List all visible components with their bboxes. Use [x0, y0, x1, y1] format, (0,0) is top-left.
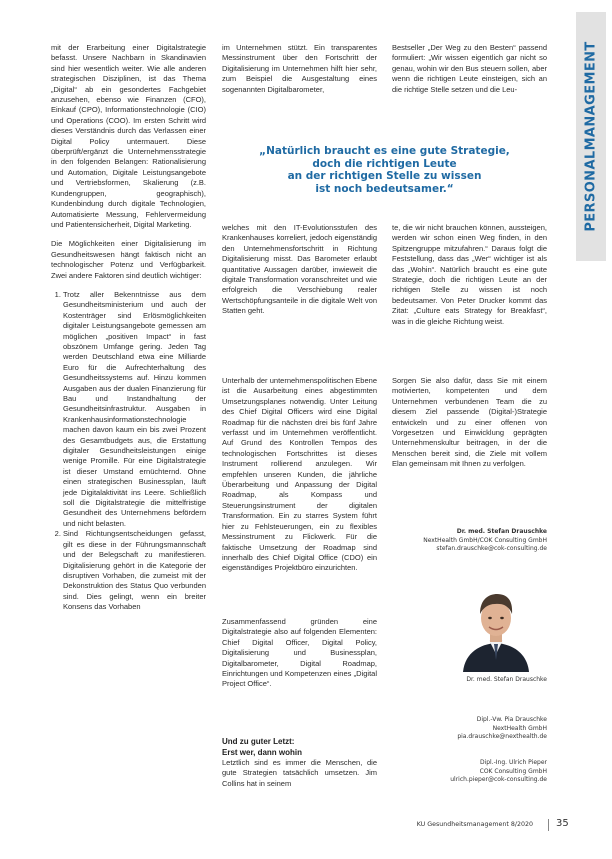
- photo-caption: Dr. med. Stefan Drauschke: [466, 676, 547, 683]
- article-column-3-lower: [392, 376, 547, 479]
- article-column-1: [51, 43, 206, 613]
- author-company: COK Consulting GmbH: [479, 767, 547, 775]
- article-column-3-middle: [392, 223, 547, 336]
- author-block-1: [392, 528, 547, 554]
- author-email[interactable]: pia.drauschke@nexthealth.de: [457, 733, 547, 740]
- pull-quote: [222, 145, 547, 195]
- article-column-2-top: [222, 43, 377, 104]
- section-label: [576, 12, 606, 261]
- author-name: Dipl.-Vw. Pia Drauschke: [476, 716, 547, 723]
- author-block-2: [392, 716, 547, 742]
- author-name: Dr. med. Stefan Drauschke: [456, 528, 547, 535]
- paragraph: te, die wir nicht brauchen können, aussteigen, werden wir schon einen Weg finden, in den Spitzengruppe mitzufahren.“ Daraus folgt die Feststellung, dass das „Wer“ wichtiger ist als das „Wohin“. Natürlich braucht es eine gute Strategie, doch die richtigen Leute an der richtigen Stelle zu wissen ist noch bedeutsamer. Von Peter Drucker kommt das Zitat: „Culture eats Strategy for Breakfast“, was in die gleiche Richtung weist.: [392, 223, 547, 326]
- author-name: Dipl.-Ing. Ulrich Pieper: [479, 759, 547, 766]
- paragraph: Unterhalb der unternehmenspolitischen Ebene ist die Ausarbeitung eines abgestimmten Umsetzungsplanes notwendig. Unter Leitung des Chief Digital Officers wird eine Digital Roadmap für die nächsten drei bis fünf Jahre verfasst und im Unternehmen veröffentlicht. Auf Grund des Kontrollen Tempos des technologischen Fortschrittes ist dieses Instrument rollierend anzulegen. Wir empfehlen unseren Kunden, die jährliche Überarbeitung und Anpassung der Digital Roadmap, als Kompass und Steuerungsinstrument der digitalen Transformation. Ein zu starres System führt hier zu Fehlsteuerungen, ein zu flexibles Messinstrument zu Flickwerk. Für die faktische Umsetzung der Roadmap sind innerhalb des Chief Digital Office (CDO) ein eigenständiges Projektbüro einzurichten.: [222, 376, 377, 573]
- list-item: 2. Sind Richtungsentscheidungen gefasst, gilt es diese in der Führungsmannschaft und der Belegschaft zu manifestieren. Digitalisierung gehört in die Kategorie der disruptiven Vorhaben, die zumeist mit der Dekonstruktion des Status Quo verbunden sind. Dies gelingt, wenn ein breiter Konsens das Vorhaben: [63, 529, 206, 612]
- footer-journal-title: KU Gesundheitsmanagement 8/2020: [416, 821, 533, 828]
- paragraph: Zusammenfassend gründen eine Digitalstrategie also auf folgenden Elementen: Chief Digital Officer, Digital Policy, Digitalisierung und Businessplan, Digitalbarometer, Digital Roadmap, Einrichtungen und Kompetenzen eines „Digital Project Office“.: [222, 617, 377, 689]
- article-column-2-middle: [222, 223, 377, 326]
- subheading-line-2: Erst wer, dann wohin: [222, 747, 303, 757]
- author-email[interactable]: ulrich.pieper@cok-consulting.de: [450, 776, 547, 783]
- pull-quote-line: „Natürlich braucht es eine gute Strategie,: [259, 145, 510, 157]
- list-item: 1. Trotz aller Bekenntnisse aus dem Gesundheitsministerium und auch der Kostenträger sind Erlösmöglichkeiten digitaler Leistungsangebote gemessen am möglichen „positiven Impact“ in fast obszönem Umfange gering. Jeden Tag werden Deutschland etwa eine Milliarde Euro für die Aufrechterhaltung des Gesundheitssystems auf. Hinzu kommen Ausgaben aus der dualen Finanzierung für Bau und Instandhaltung der Gesundheitsinfrastruktur. Ausgaben in Krankenhausinformationstechnologie machen davon kaum ein bis zwei Prozent des Gesamtbudgets aus, die Erstattung digitaler Gesundheitsleistungen einige wenige Promille. Für eine Digitalstrategie ist dieser Umstand ernüchternd. Ohne einen strategischen Businessplan, läuft jede Digitalaktivität ins Leere. Schließlich soll die Digitalstrategie die mittelfristige Gesundheit des Unternehmens befördern und nicht belasten.: [63, 290, 206, 529]
- article-column-2-bottom: [222, 737, 377, 798]
- author-email[interactable]: stefan.drauschke@cok-consulting.de: [436, 545, 547, 552]
- author-block-3: [392, 759, 547, 785]
- portrait-image: [445, 580, 547, 672]
- paragraph: im Unternehmen stützt. Ein transparentes Messinstrument über den Fortschritt der Digitalisierung im Unternehmen hilft hier sehr, zum Beispiel die Ausgestaltung eines sogenannten Digitalbarometer,: [222, 43, 377, 94]
- article-column-2-summary: [222, 617, 377, 699]
- paragraph: Bestseller „Der Weg zu den Besten“ passend formuliert: „Wir wissen eigentlich gar nicht so genau, wohin wir den Bus steuern sollen, aber wenn die richtigen Leute einsteigen, sich an die richtige Stelle setzen und die Leu-: [392, 43, 547, 94]
- subheading-line-1: Und zu guter Letzt:: [222, 737, 295, 746]
- paragraph: welches mit den IT-Evolutionsstufen des Krankenhauses korreliert, jedoch eigenständig den Unternehmensfortschritt in Richtung Digitalisierung misst. Das Barometer erlaubt quantitative Aussagen darüber, inwieweit die digitale Transformation voranschreitet und wie erfolgreich die Verschiebung realer Wertschöpfungsanteile in die digitale Welt von Statten geht.: [222, 223, 377, 316]
- section-label-text: PERSONALMANAGEMENT: [583, 41, 599, 232]
- paragraph: Sorgen Sie also dafür, dass Sie mit einem motivierten, kompetenten und dem Unternehmen verbundenen Team die zu diesem Ziel passende (Digital-)Strategie entwickeln und zu einer offenen von Vorgesetzen und Einwicklung geprägten Unternehmenskultur beitragen, in der die Menschen bereit sind, die Ziele mit vollem Elan gemeinsam mit Ihnen zu verfolgen.: [392, 376, 547, 469]
- pull-quote-line: ist noch bedeutsamer.“: [315, 182, 454, 195]
- paragraph: Die Möglichkeiten einer Digitalisierung im Gesundheitswesen hängt faktisch nicht an technologischer Potenz und Verfügbarkeit. Zwei andere Faktoren sind deutlich wichtiger:: [51, 239, 206, 280]
- pull-quote-line: an der richtigen Stelle zu wissen: [287, 170, 482, 182]
- article-column-3-top: [392, 43, 547, 104]
- numbered-list: [51, 290, 206, 613]
- page-number: 35: [556, 818, 569, 829]
- article-column-2-lower: [222, 376, 377, 583]
- paragraph: mit der Erarbeitung einer Digitalstrategie befasst. Unsere Nachbarn in Skandinavien sind hier wesentlich weiter. Wie alle anderen strategischen Disziplinen, ist das Thema „Digital“ ab ein gesondertes Fachgebiet anzusehen, ebenso wie Finanzen (CFO), Einkauf (CPO), Informationstechnologie (CIO) und Operations (COO). Im ersten Schritt wird dieses Verständnis durch das Verlassen einer Digital Policy untermauert. Diese überprüft/ergänzt die Unternehmensstrategie in den folgenden Belangen: Rationalisierung und Automation, Digitale Leistungsangebote und Vertriebsformen, Skalierung (z.B. Kundengruppen, geographisch), Kundenbindung durch digitale Technologien, Automatisierte Messung, Fehlervermeidung und Patientensicherheit, Digital Marketing.: [51, 43, 206, 229]
- paragraph: Letztlich sind es immer die Menschen, die gute Strategien tatsächlich umsetzen. Jim Collins hat in seinem: [222, 758, 377, 788]
- author-company: NextHealth GmbH: [492, 724, 547, 732]
- subheading: [222, 737, 377, 758]
- author-photo: [445, 580, 547, 672]
- pull-quote-line: doch die richtigen Leute: [312, 157, 457, 170]
- footer-divider: [548, 819, 549, 831]
- author-company: NextHealth GmbH/COK Consulting GmbH: [423, 536, 547, 544]
